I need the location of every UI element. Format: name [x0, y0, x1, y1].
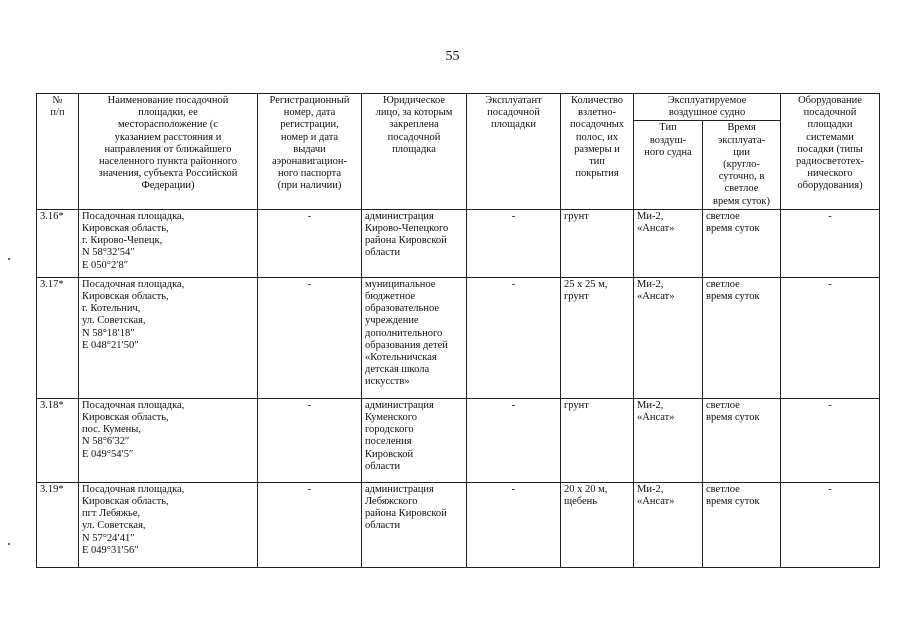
cell-aircraft	[634, 398, 703, 482]
cell-legal-entity	[362, 482, 467, 567]
text-line: регистрации,	[280, 119, 339, 131]
header-operator	[467, 94, 561, 210]
text-line: образования детей	[365, 339, 448, 351]
text-line: «Ансат»	[637, 291, 675, 303]
text-line: Эксплуатируемое	[667, 95, 747, 106]
text-line: светлое	[706, 210, 740, 222]
text-line: Количество	[570, 95, 624, 106]
cell-operator: -	[467, 209, 561, 277]
table-row	[37, 482, 880, 567]
header-strips	[561, 94, 634, 210]
text-line: пос. Кумены,	[82, 424, 141, 436]
text-line: площадки, ее	[138, 107, 198, 119]
text-line: грунт	[564, 291, 589, 303]
text-line: Регистрационный	[269, 95, 350, 106]
text-line: области	[365, 460, 401, 472]
table-row	[37, 209, 880, 277]
text-line: полос, их	[575, 131, 619, 143]
margin-mark	[8, 543, 10, 545]
header-aircraft-group	[634, 94, 781, 121]
header-operation-time	[703, 121, 781, 209]
cell-registration: -	[258, 482, 362, 567]
text-line: время суток	[706, 291, 760, 303]
text-line: пгт Лебяжье,	[82, 508, 141, 520]
cell-equipment: -	[781, 398, 880, 482]
text-line: «Ансат»	[637, 412, 675, 424]
text-line: ного паспорта	[277, 168, 342, 180]
text-line: дополнительного	[365, 327, 443, 339]
text-line: Оборудование	[798, 95, 862, 106]
text-line: светлое	[724, 183, 759, 195]
text-line: муниципальное	[365, 278, 436, 290]
text-line: Эксплуатант	[485, 95, 542, 106]
text-line: время суток	[706, 496, 760, 508]
text-line: светлое	[706, 483, 740, 495]
text-line: время суток)	[712, 195, 771, 207]
text-line: посадочной	[487, 107, 540, 119]
text-line: области	[365, 520, 401, 532]
text-line: указанием расстояния и	[114, 131, 222, 143]
text-line: посадочной	[803, 107, 857, 119]
text-line: Посадочная площадка,	[82, 278, 185, 290]
text-line: области	[365, 247, 401, 259]
page-number: 55	[445, 49, 460, 64]
text-line: системами	[806, 131, 854, 143]
cell-registration: -	[258, 277, 362, 398]
text-line: искусств»	[365, 376, 410, 388]
text-line: населенного пункта районного	[98, 156, 238, 168]
text-line: покрытия	[575, 168, 619, 180]
cell-legal-entity	[362, 398, 467, 482]
text-line: администрация	[365, 210, 434, 222]
text-line: №	[52, 95, 63, 106]
cell-registration: -	[258, 398, 362, 482]
text-line: нического	[807, 168, 853, 180]
text-line: администрация	[365, 399, 434, 411]
text-line: N 58°6′32″	[82, 436, 130, 448]
text-line: Посадочная площадка,	[82, 483, 185, 495]
text-line: закреплена	[389, 119, 439, 131]
text-line: тип	[589, 156, 605, 168]
cell-operation-time	[703, 209, 781, 277]
text-line: Ми-2,	[637, 278, 664, 290]
text-line: Ми-2,	[637, 399, 664, 411]
text-line: Ми-2,	[637, 483, 664, 495]
text-line: городского	[365, 424, 414, 436]
header-registration	[258, 94, 362, 210]
text-line: N 57°24′41″	[82, 532, 135, 544]
cell-equipment: -	[781, 209, 880, 277]
cell-registration: -	[258, 209, 362, 277]
text-line: Лебяжского	[365, 496, 418, 508]
text-line: Кировская область,	[82, 412, 169, 424]
text-line: суточно, в	[718, 171, 765, 183]
text-line: г. Кирово-Чепецк,	[82, 235, 163, 247]
cell-strips	[561, 398, 634, 482]
header-row	[37, 94, 880, 121]
text-line: Посадочная площадка,	[82, 399, 185, 411]
text-line: N 58°32′54″	[82, 247, 135, 259]
text-line: номер и дата	[280, 131, 339, 143]
text-line: значения, субъекта Российской	[98, 168, 238, 180]
cell-name	[79, 209, 258, 277]
text-line: района Кировской	[365, 235, 447, 247]
text-line: грунт	[564, 210, 589, 222]
text-line: номер, дата	[283, 107, 336, 119]
cell-legal-entity	[362, 209, 467, 277]
header-name	[79, 94, 258, 210]
text-line: посадочных	[569, 119, 625, 131]
cell-operation-time	[703, 398, 781, 482]
text-line: Куменского	[365, 412, 418, 424]
text-line: направления от ближайшего	[104, 143, 232, 155]
text-line: площадка	[392, 143, 436, 155]
table-row	[37, 277, 880, 398]
cell-name	[79, 398, 258, 482]
text-line: площадки	[807, 119, 853, 131]
text-line: грунт	[564, 399, 589, 411]
header-equipment	[781, 94, 880, 210]
cell-aircraft	[634, 482, 703, 567]
text-line: Кировской	[365, 448, 414, 460]
text-line: Посадочная площадка,	[82, 210, 185, 222]
text-line: радиосветотех-	[796, 156, 865, 168]
header-legal-entity	[362, 94, 467, 210]
text-line: Ми-2,	[637, 210, 664, 222]
text-line: района Кировской	[365, 508, 447, 520]
text-line: выдачи	[293, 143, 326, 155]
text-line: воздуш-	[649, 134, 687, 146]
text-line: г. Котельнич,	[82, 303, 141, 315]
text-line: N 58°18′18″	[82, 327, 135, 339]
text-line: Время	[727, 122, 756, 134]
text-line: ул. Советская,	[82, 520, 146, 532]
heliport-registry-table	[36, 93, 880, 568]
cell-num: 3.19*	[37, 482, 79, 567]
text-line: E 049°54′5″	[82, 448, 134, 460]
text-line: площадки	[491, 119, 536, 131]
header-num	[37, 94, 79, 210]
cell-aircraft	[634, 209, 703, 277]
text-line: посадочной	[387, 131, 441, 143]
cell-num: 3.16*	[37, 209, 79, 277]
text-line: лицо, за которым	[375, 107, 453, 119]
text-line: детская школа	[365, 364, 430, 376]
cell-name	[79, 482, 258, 567]
table-row	[37, 398, 880, 482]
text-line: бюджетное	[365, 291, 416, 303]
text-line: время суток	[706, 223, 760, 235]
text-line: щебень	[564, 496, 598, 508]
text-line: ул. Советская,	[82, 315, 146, 327]
cell-aircraft	[634, 277, 703, 398]
text-line: Кирово-Чепецкого	[365, 223, 449, 235]
text-line: п/п	[50, 107, 65, 119]
cell-name	[79, 277, 258, 398]
text-line: Юридическое	[382, 95, 446, 106]
text-line: взлетно-	[578, 107, 616, 119]
text-line: Тип	[659, 122, 677, 134]
text-line: (кругло-	[723, 159, 760, 171]
text-line: 20 х 20 м,	[564, 483, 608, 495]
cell-num: 3.18*	[37, 398, 79, 482]
text-line: 25 х 25 м,	[564, 278, 608, 290]
text-line: «Ансат»	[637, 223, 675, 235]
margin-mark	[8, 258, 10, 260]
header-aircraft-type	[634, 121, 703, 209]
cell-num: 3.17*	[37, 277, 79, 398]
cell-strips	[561, 277, 634, 398]
text-line: Наименование посадочной	[107, 95, 229, 106]
cell-strips	[561, 482, 634, 567]
text-line: время суток	[706, 412, 760, 424]
text-line: E 048°21′50″	[82, 339, 139, 351]
text-line: оборудования)	[797, 180, 863, 192]
text-line: образовательное	[365, 303, 439, 315]
text-line: посадки (типы	[797, 143, 863, 155]
cell-equipment: -	[781, 277, 880, 398]
text-line: месторасположение (с	[118, 119, 218, 131]
cell-equipment: -	[781, 482, 880, 567]
text-line: «Ансат»	[637, 496, 675, 508]
text-line: Кировская область,	[82, 291, 169, 303]
text-line: светлое	[706, 399, 740, 411]
text-line: учреждение	[365, 315, 419, 327]
cell-operator: -	[467, 398, 561, 482]
text-line: эксплуата-	[717, 134, 766, 146]
text-line: администрация	[365, 483, 434, 495]
text-line: Кировская область,	[82, 223, 169, 235]
cell-operation-time	[703, 482, 781, 567]
text-line: воздушное судно	[668, 107, 746, 119]
text-line: ного судна	[644, 146, 692, 158]
text-line: поселения	[365, 436, 412, 448]
cell-operator: -	[467, 277, 561, 398]
text-line: E 050°2′8″	[82, 259, 129, 271]
text-line: E 049°31′56″	[82, 544, 139, 556]
text-line: светлое	[706, 278, 740, 290]
text-line: аэронавигацион-	[271, 156, 348, 168]
text-line: ции	[733, 146, 750, 158]
cell-operator: -	[467, 482, 561, 567]
text-line: размеры и	[574, 143, 620, 155]
cell-legal-entity	[362, 277, 467, 398]
cell-operation-time	[703, 277, 781, 398]
cell-strips	[561, 209, 634, 277]
text-line: Федерации)	[141, 180, 195, 192]
text-line: Кировская область,	[82, 496, 169, 508]
text-line: «Котельничская	[365, 352, 437, 364]
text-line: (при наличии)	[277, 180, 342, 192]
